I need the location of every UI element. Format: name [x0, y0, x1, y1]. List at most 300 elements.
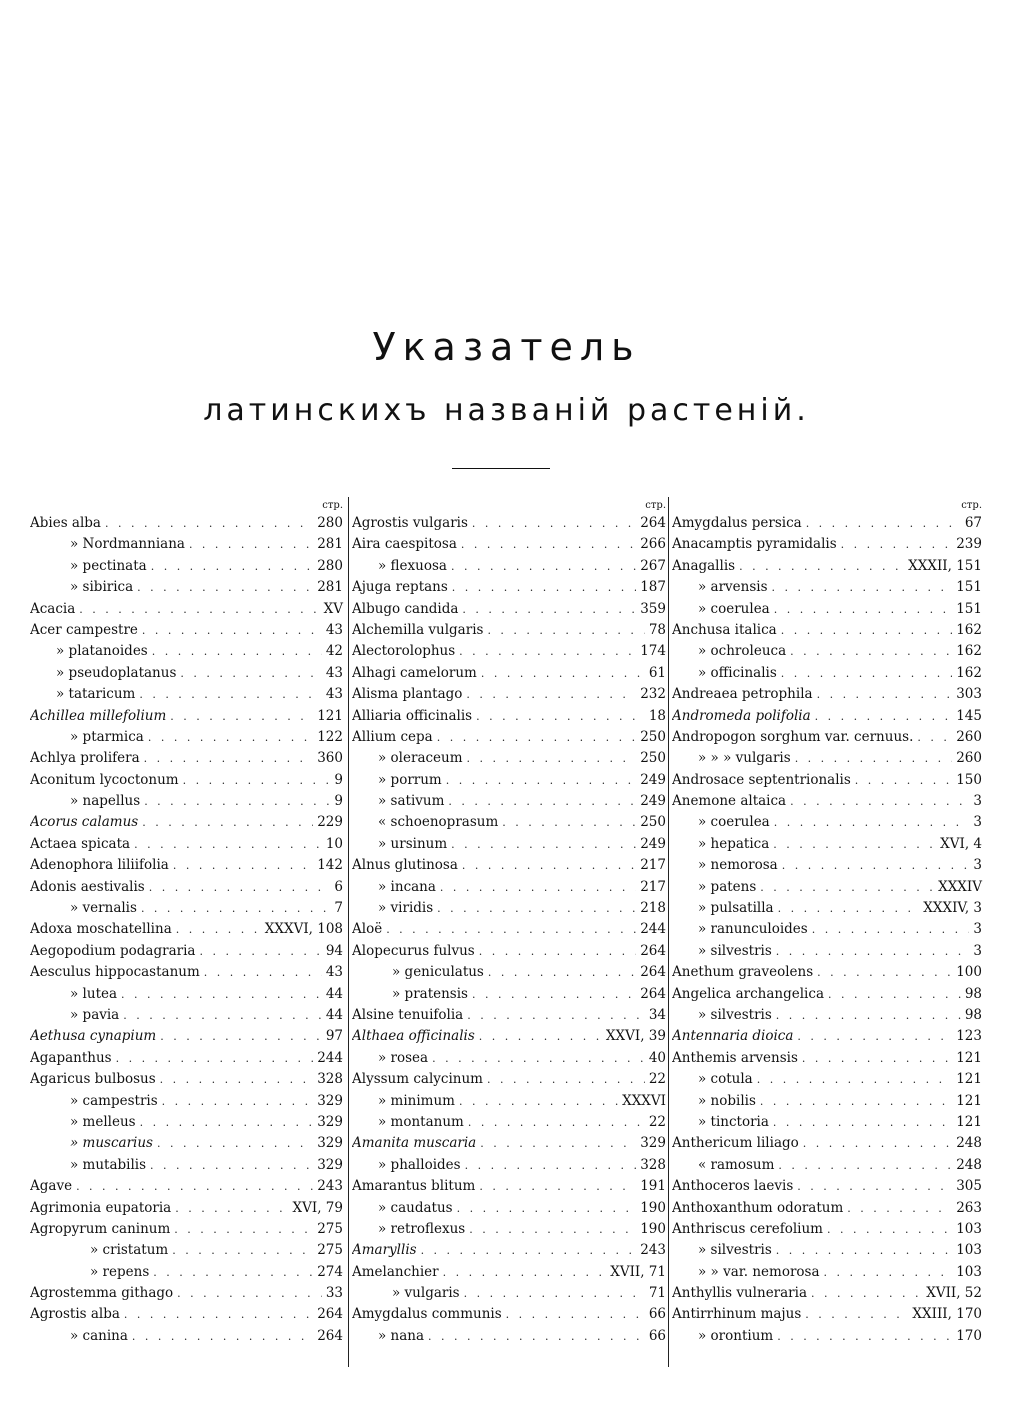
dot-leader — [172, 1244, 313, 1257]
entry-page: 328 — [317, 1071, 343, 1088]
index-entry — [672, 1242, 984, 1263]
entry-name: Amelanchier — [352, 1263, 439, 1280]
entry-page: 170 — [956, 1327, 982, 1344]
index-entry — [352, 1285, 668, 1306]
entry-name: Aconitum lycoctonum — [30, 771, 179, 788]
entry-name: « schoenoprasum — [378, 814, 499, 831]
dot-leader — [144, 795, 330, 808]
column-header: стр. — [322, 500, 343, 511]
index-entry — [30, 836, 345, 857]
entry-list — [352, 515, 668, 1349]
index-entry — [672, 686, 984, 707]
index-column-3 — [668, 497, 984, 1367]
entry-page: 44 — [325, 985, 343, 1002]
entry-name: Albugo candida — [352, 600, 459, 617]
entry-name: » melleus — [70, 1113, 136, 1130]
entry-page: 121 — [956, 1071, 982, 1088]
dot-leader — [428, 1330, 645, 1343]
entry-page: 191 — [640, 1178, 666, 1195]
index-entry — [672, 772, 984, 793]
dot-leader — [160, 1073, 314, 1086]
index-entry — [30, 879, 345, 900]
index-entry — [352, 1028, 668, 1049]
index-entry — [30, 1306, 345, 1327]
dot-leader — [153, 1266, 313, 1279]
dot-leader — [180, 667, 321, 680]
entry-page: 3 — [973, 921, 982, 938]
dot-leader — [502, 816, 636, 829]
entry-page: 250 — [640, 814, 666, 831]
index-entry — [352, 857, 668, 878]
entry-name: Anthoxanthum odoratum — [672, 1199, 844, 1216]
entry-page: 239 — [956, 536, 982, 553]
entry-page: 3 — [973, 814, 982, 831]
index-entry — [352, 1093, 668, 1114]
entry-name: Achillea millefolium — [30, 707, 167, 724]
entry-page: 280 — [317, 515, 343, 531]
index-columns — [30, 497, 984, 1367]
index-entry — [672, 900, 984, 921]
dot-leader — [124, 1308, 313, 1321]
entry-page: 243 — [640, 1242, 666, 1259]
entry-name: » ptarmica — [70, 728, 144, 745]
entry-page: 329 — [640, 1135, 666, 1152]
entry-name: » oleraceum — [378, 750, 463, 767]
index-entry — [672, 1071, 984, 1092]
dot-leader — [781, 624, 953, 637]
index-entry — [672, 708, 984, 729]
dot-leader — [386, 923, 636, 936]
dot-leader — [466, 688, 636, 701]
index-entry — [672, 515, 984, 536]
entry-page: 44 — [325, 1006, 343, 1023]
entry-name: Amygdalus persica — [672, 515, 802, 531]
index-entry — [30, 708, 345, 729]
index-entry — [352, 921, 668, 942]
dot-leader — [464, 1287, 645, 1300]
index-entry — [672, 921, 984, 942]
entry-name: Anthemis arvensis — [672, 1049, 798, 1066]
entry-page: 260 — [956, 750, 982, 767]
entry-page: 329 — [317, 1156, 343, 1173]
entry-page: 40 — [648, 1049, 666, 1066]
entry-page: 303 — [956, 686, 982, 703]
index-entry — [352, 1157, 668, 1178]
dot-leader — [773, 1116, 952, 1129]
dot-leader — [121, 988, 322, 1001]
entry-page: 6 — [334, 878, 343, 895]
entry-page: 42 — [325, 643, 343, 660]
entry-name: Aloë — [352, 921, 383, 938]
entry-name: » viridis — [378, 900, 434, 917]
index-entry — [672, 1221, 984, 1242]
dot-leader — [451, 560, 636, 573]
entry-name: Agaricus bulbosus — [30, 1071, 156, 1088]
entry-name: Antennaria dioica — [672, 1028, 794, 1045]
index-column-1 — [30, 497, 345, 1367]
dot-leader — [488, 966, 636, 979]
index-entry — [30, 1114, 345, 1135]
index-entry — [30, 1071, 345, 1092]
entry-name: Allium cepa — [352, 728, 433, 745]
index-entry — [30, 772, 345, 793]
entry-name: » canina — [70, 1327, 128, 1344]
index-entry — [672, 986, 984, 1007]
entry-page: XXXIV, 3 — [923, 900, 982, 917]
index-entry — [352, 1178, 668, 1199]
entry-page: 264 — [640, 942, 666, 959]
entry-page: 98 — [964, 985, 982, 1002]
entry-name: Amygdalus communis — [352, 1306, 502, 1323]
entry-name: Agrimonia eupatoria — [30, 1199, 172, 1216]
index-entry — [672, 1135, 984, 1156]
entry-page: 248 — [956, 1135, 982, 1152]
entry-name: » incana — [378, 878, 436, 895]
entry-page: 34 — [648, 1006, 666, 1023]
index-entry — [352, 558, 668, 579]
dot-leader — [148, 731, 313, 744]
index-entry — [352, 665, 668, 686]
index-entry — [672, 1264, 984, 1285]
entry-name: Alchemilla vulgaris — [352, 621, 484, 638]
entry-page: 9 — [334, 771, 343, 788]
dot-leader — [778, 902, 920, 915]
entry-name: Acorus calamus — [30, 814, 139, 831]
entry-name: » muscarius — [70, 1135, 153, 1152]
index-entry — [672, 857, 984, 878]
index-entry — [352, 943, 668, 964]
entry-name: Alliaria officinalis — [352, 707, 473, 724]
index-entry — [352, 643, 668, 664]
dot-leader — [459, 645, 636, 658]
index-entry — [672, 793, 984, 814]
entry-name: Amaryllis — [352, 1242, 417, 1259]
entry-name: » hepatica — [698, 835, 770, 852]
entry-page: 274 — [317, 1263, 343, 1280]
entry-name: » pectinata — [70, 557, 147, 574]
entry-name: Althaea officinalis — [352, 1028, 475, 1045]
entry-page: 360 — [317, 750, 343, 767]
entry-page: 281 — [317, 536, 343, 553]
entry-name: Actaea spicata — [30, 835, 131, 852]
dot-leader — [811, 1287, 922, 1300]
dot-leader — [760, 881, 934, 894]
entry-name: Adoxa moschatellina — [30, 921, 172, 938]
index-entry — [352, 1200, 668, 1221]
entry-page: 66 — [648, 1327, 666, 1344]
dot-leader — [817, 688, 953, 701]
entry-name: Alyssum calycinum — [352, 1071, 483, 1088]
index-entry — [352, 1306, 668, 1327]
dot-leader — [824, 1266, 953, 1279]
entry-name: Anacamptis pyramidalis — [672, 536, 837, 553]
entry-name: » Nordmanniana — [70, 536, 185, 553]
entry-page: 264 — [640, 985, 666, 1002]
entry-page: 359 — [640, 600, 666, 617]
dot-leader — [467, 1009, 645, 1022]
index-entry — [352, 601, 668, 622]
dot-leader — [772, 581, 953, 594]
entry-page: 190 — [640, 1220, 666, 1237]
dot-leader — [776, 945, 970, 958]
entry-name: » tataricum — [56, 686, 136, 703]
entry-name: Agrostis vulgaris — [352, 515, 468, 531]
index-entry — [30, 729, 345, 750]
dot-leader — [448, 795, 636, 808]
entry-page: 43 — [325, 964, 343, 981]
entry-page: 249 — [640, 793, 666, 810]
dot-leader — [140, 1116, 314, 1129]
dot-leader — [739, 560, 904, 573]
entry-page: 7 — [334, 900, 343, 917]
index-entry — [672, 1200, 984, 1221]
dot-leader — [812, 923, 970, 936]
entry-page: 66 — [648, 1306, 666, 1323]
dot-leader — [782, 859, 970, 872]
dot-leader — [805, 1308, 908, 1321]
entry-page: 266 — [640, 536, 666, 553]
dot-leader — [177, 1287, 322, 1300]
index-entry — [30, 1242, 345, 1263]
entry-name: » pavia — [70, 1006, 120, 1023]
entry-page: 3 — [973, 793, 982, 810]
entry-page: 97 — [325, 1028, 343, 1045]
index-entry — [352, 879, 668, 900]
entry-page: 267 — [640, 557, 666, 574]
index-entry — [30, 1264, 345, 1285]
entry-name: Andromeda polifolia — [672, 707, 811, 724]
entry-page: 121 — [317, 707, 343, 724]
entry-name: Anchusa italica — [672, 621, 777, 638]
entry-page: 103 — [956, 1263, 982, 1280]
entry-name: Agrostis alba — [30, 1306, 120, 1323]
index-entry — [30, 1285, 345, 1306]
entry-page: 329 — [317, 1113, 343, 1130]
index-entry — [30, 1200, 345, 1221]
dot-leader — [480, 1137, 636, 1150]
entry-name: Aesculus hippocastanum — [30, 964, 200, 981]
entry-page: 250 — [640, 728, 666, 745]
entry-name: Aegopodium podagraria — [30, 942, 196, 959]
entry-page: 67 — [964, 515, 982, 531]
dot-leader — [150, 1159, 313, 1172]
index-entry — [30, 1007, 345, 1028]
dot-leader — [142, 624, 322, 637]
entry-name: » vulgaris — [392, 1285, 460, 1302]
entry-name: » geniculatus — [392, 964, 484, 981]
index-entry — [30, 986, 345, 1007]
entry-name: Anethum graveolens — [672, 964, 814, 981]
index-entry — [352, 1071, 668, 1092]
page-title: Указатель — [372, 325, 641, 370]
entry-name: » mutabilis — [70, 1156, 147, 1173]
index-entry — [672, 601, 984, 622]
entry-name: Antirrhinum majus — [672, 1306, 802, 1323]
dot-leader — [487, 624, 644, 637]
entry-name: Acacia — [30, 600, 76, 617]
entry-page: 18 — [648, 707, 666, 724]
index-entry — [30, 686, 345, 707]
entry-name: Alectorolophus — [352, 643, 456, 660]
index-entry — [672, 1157, 984, 1178]
index-entry — [30, 558, 345, 579]
dot-leader — [773, 838, 936, 851]
entry-name: Aethusa cynapium — [30, 1028, 157, 1045]
index-entry — [352, 814, 668, 835]
index-entry — [672, 879, 984, 900]
index-entry — [352, 900, 668, 921]
entry-name: Agropyrum caninum — [30, 1220, 171, 1237]
dot-leader — [123, 1009, 322, 1022]
entry-name: » sibirica — [70, 579, 134, 596]
title-divider — [452, 468, 550, 469]
index-entry — [30, 750, 345, 771]
entry-name: Anemone altaica — [672, 793, 787, 810]
entry-page: 43 — [325, 686, 343, 703]
entry-page: 151 — [956, 600, 982, 617]
entry-page: 264 — [317, 1327, 343, 1344]
index-entry — [30, 601, 345, 622]
index-entry — [352, 686, 668, 707]
dot-leader — [479, 1180, 636, 1193]
dot-leader — [855, 774, 952, 787]
dot-leader — [137, 581, 313, 594]
entry-page: 121 — [956, 1113, 982, 1130]
entry-page: 244 — [640, 921, 666, 938]
entry-name: Andropogon sorghum var. cernuus. — [672, 728, 914, 745]
dot-leader — [116, 1052, 314, 1065]
entry-name: Abies alba — [30, 515, 101, 531]
index-entry — [30, 1328, 345, 1349]
index-entry — [352, 729, 668, 750]
dot-leader — [132, 1330, 313, 1343]
index-entry — [30, 579, 345, 600]
entry-name: Alopecurus fulvus — [352, 942, 475, 959]
entry-page: 248 — [956, 1156, 982, 1173]
entry-name: Angelica archangelica — [672, 985, 824, 1002]
entry-page: 3 — [973, 857, 982, 874]
index-entry — [672, 750, 984, 771]
index-entry — [30, 1157, 345, 1178]
index-entry — [30, 814, 345, 835]
entry-page: 142 — [317, 857, 343, 874]
entry-page: 162 — [956, 664, 982, 681]
entry-name: » nana — [378, 1327, 425, 1344]
dot-leader — [457, 1202, 637, 1215]
dot-leader — [797, 1030, 952, 1043]
entry-page: 187 — [640, 579, 666, 596]
entry-page: 3 — [973, 942, 982, 959]
entry-page: 121 — [956, 1092, 982, 1109]
entry-name: » vernalis — [70, 900, 137, 917]
entry-name: » repens — [90, 1263, 150, 1280]
entry-page: XXXVI, 108 — [264, 921, 343, 938]
entry-name: » orontium — [698, 1327, 774, 1344]
entry-page: 243 — [317, 1178, 343, 1195]
dot-leader — [151, 560, 314, 573]
index-entry — [352, 793, 668, 814]
dot-leader — [76, 1180, 313, 1193]
entry-page: 162 — [956, 621, 982, 638]
dot-leader — [141, 902, 330, 915]
entry-name: » minimum — [378, 1092, 455, 1109]
index-entry — [352, 1242, 668, 1263]
entry-page: 61 — [648, 664, 666, 681]
entry-name: Adenophora liliifolia — [30, 857, 169, 874]
entry-page: 249 — [640, 771, 666, 788]
entry-page: 43 — [325, 664, 343, 681]
index-entry — [672, 729, 984, 750]
entry-name: » cotula — [698, 1071, 753, 1088]
index-entry — [672, 964, 984, 985]
entry-name: » patens — [698, 878, 757, 895]
dot-leader — [149, 881, 331, 894]
entry-page: 78 — [648, 621, 666, 638]
dot-leader — [802, 1052, 952, 1065]
index-entry — [672, 1028, 984, 1049]
entry-name: » » var. nemorosa — [698, 1263, 820, 1280]
entry-name: » caudatus — [378, 1199, 453, 1216]
index-entry — [30, 1221, 345, 1242]
dot-leader — [79, 603, 319, 616]
dot-leader — [774, 816, 970, 829]
dot-leader — [481, 667, 645, 680]
entry-page: 10 — [325, 835, 343, 852]
dot-leader — [443, 1266, 607, 1279]
entry-page: 151 — [956, 579, 982, 596]
entry-name: » ursinum — [378, 835, 448, 852]
entry-page: 71 — [648, 1285, 666, 1302]
index-entry — [352, 750, 668, 771]
dot-leader — [105, 517, 313, 530]
entry-name: Alhagi camelorum — [352, 664, 477, 681]
entry-list — [672, 515, 984, 1349]
entry-name: » pseudoplatanus — [56, 664, 177, 681]
dot-leader — [757, 1073, 952, 1086]
entry-name: » campestris — [70, 1092, 158, 1109]
dot-leader — [134, 838, 322, 851]
dot-leader — [465, 1159, 637, 1172]
entry-page: XVII, 52 — [926, 1285, 982, 1302]
entry-page: 260 — [956, 728, 982, 745]
index-entry — [30, 900, 345, 921]
index-entry — [352, 1050, 668, 1071]
entry-name: Anthriscus cerefolium — [672, 1220, 823, 1237]
dot-leader — [469, 1223, 636, 1236]
entry-name: » officinalis — [698, 664, 777, 681]
index-entry — [672, 1178, 984, 1199]
entry-name: » platanoides — [56, 643, 148, 660]
entry-page: 264 — [640, 964, 666, 981]
column-header: стр. — [645, 500, 666, 511]
entry-page: 305 — [956, 1178, 982, 1195]
entry-page: XXXII, 151 — [908, 557, 982, 574]
index-entry — [352, 1264, 668, 1285]
index-entry — [352, 536, 668, 557]
index-entry — [30, 622, 345, 643]
entry-page: 249 — [640, 835, 666, 852]
entry-name: » » » vulgaris — [698, 750, 791, 767]
dot-leader — [440, 881, 636, 894]
entry-page: 33 — [325, 1285, 343, 1302]
entry-name: » rosea — [378, 1049, 429, 1066]
entry-name: » nobilis — [698, 1092, 756, 1109]
dot-leader — [827, 1223, 952, 1236]
dot-leader — [152, 645, 322, 658]
entry-page: XXXVI — [622, 1092, 666, 1109]
index-entry — [672, 1285, 984, 1306]
index-entry — [672, 579, 984, 600]
